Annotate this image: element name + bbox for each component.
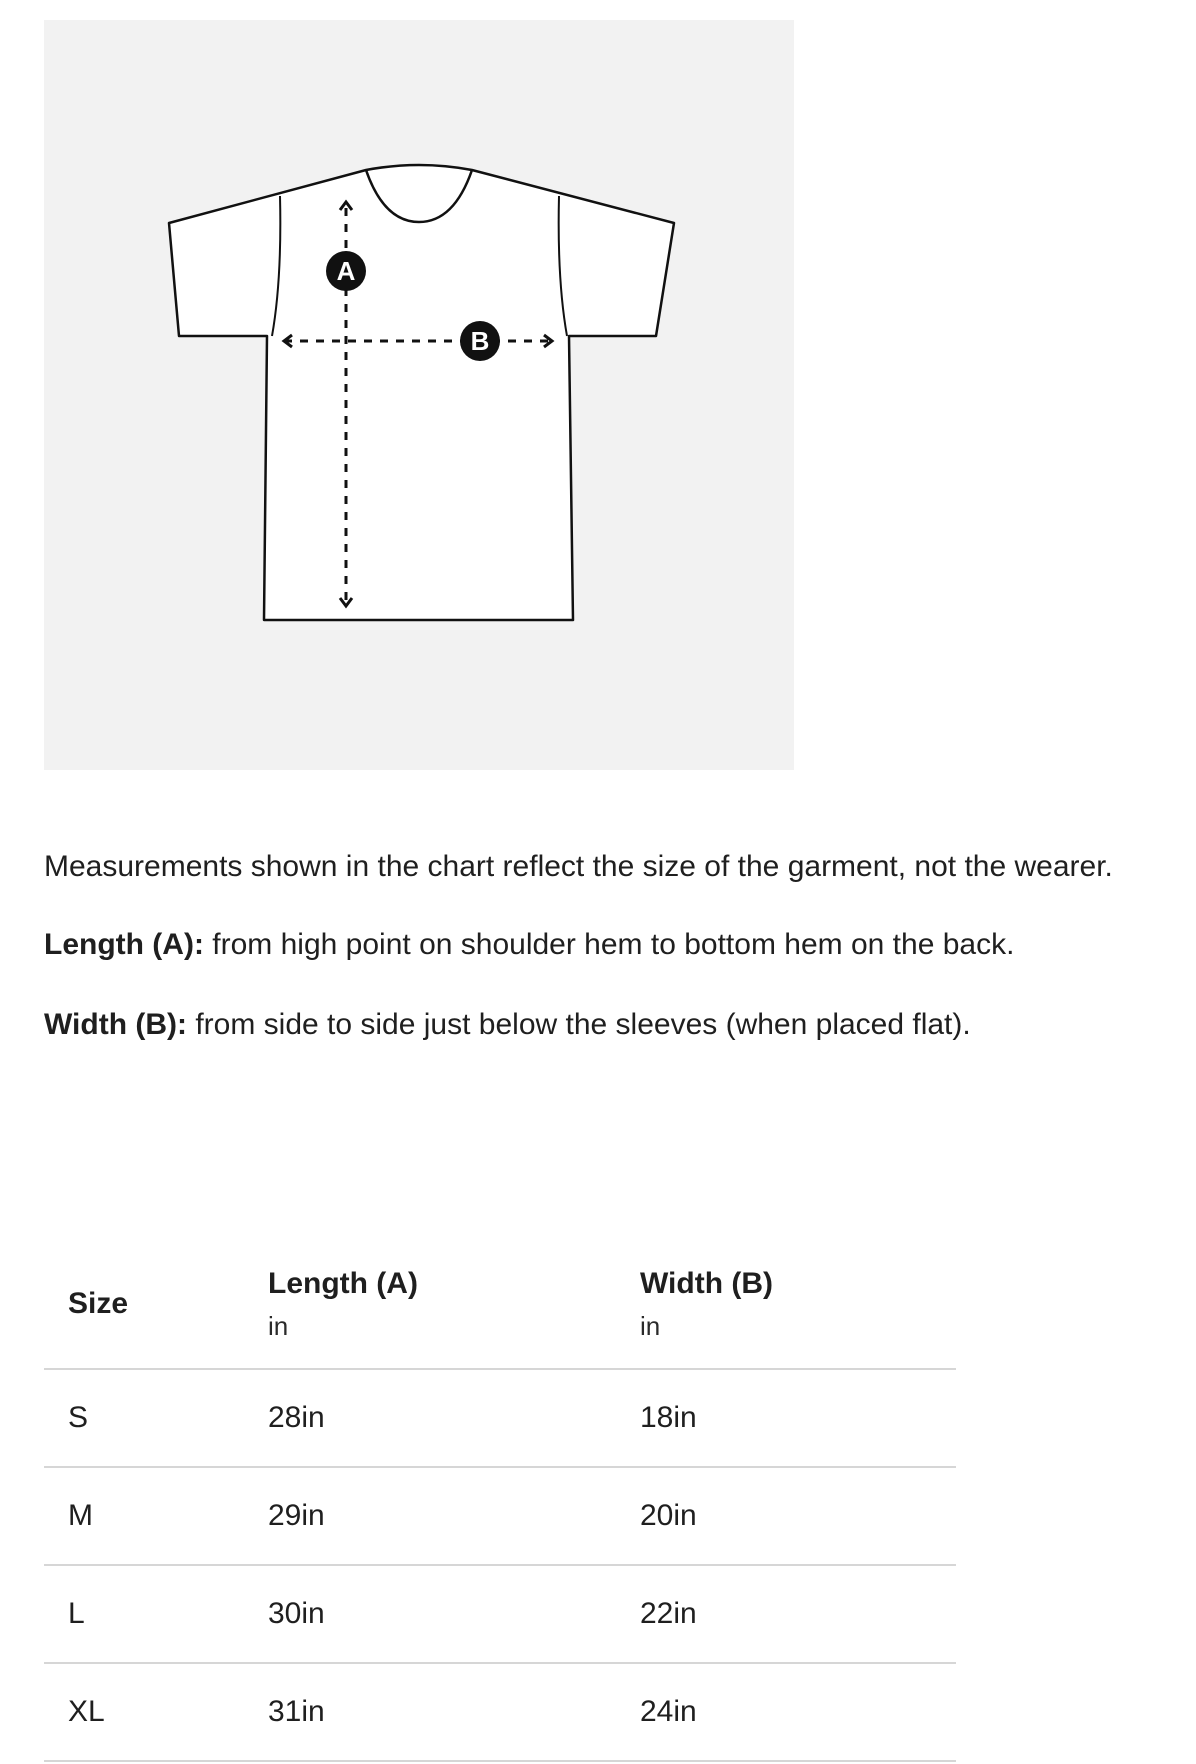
marker-a-label: A	[336, 256, 356, 286]
width-definition-label: Width (B):	[44, 1008, 187, 1041]
cell-width: 18in	[616, 1369, 956, 1467]
table-row	[44, 1369, 956, 1467]
cell-length: 30in	[244, 1565, 616, 1663]
header-length-label: Length (A)	[268, 1266, 418, 1300]
table-row	[44, 1565, 956, 1663]
header-width-unit: in	[640, 1310, 661, 1341]
cell-length: 28in	[244, 1369, 616, 1467]
measurement-description	[44, 843, 1164, 1081]
header-size	[44, 1240, 244, 1369]
tshirt-measurement-diagram	[44, 20, 794, 770]
size-chart-table	[44, 1240, 956, 1762]
cell-size: S	[44, 1369, 244, 1467]
cell-length: 29in	[244, 1467, 616, 1565]
length-definition	[44, 921, 1164, 969]
cell-width: 20in	[616, 1467, 956, 1565]
cell-size: M	[44, 1467, 244, 1565]
cell-size: L	[44, 1565, 244, 1663]
header-length	[244, 1240, 616, 1369]
cell-width: 22in	[616, 1565, 956, 1663]
measurement-note: Measurements shown in the chart reflect the size of the garment, not the wearer.	[44, 850, 1113, 883]
length-definition-label: Length (A):	[44, 928, 204, 961]
table-header-row	[44, 1240, 956, 1369]
header-length-unit: in	[268, 1310, 289, 1341]
length-definition-text: from high point on shoulder hem to bottom hem on the back.	[203, 928, 1015, 961]
marker-b-label: B	[470, 326, 490, 356]
table-row	[44, 1663, 956, 1761]
tshirt-outline	[169, 165, 674, 620]
header-width-label: Width (B)	[640, 1266, 774, 1300]
tshirt-illustration	[44, 20, 794, 770]
cell-width: 24in	[616, 1663, 956, 1761]
width-definition	[44, 1001, 1164, 1049]
cell-size: XL	[44, 1663, 244, 1761]
header-width	[616, 1240, 956, 1369]
cell-length: 31in	[244, 1663, 616, 1761]
header-size-label: Size	[68, 1287, 129, 1320]
width-definition-text: from side to side just below the sleeves (when placed flat).	[187, 1008, 971, 1041]
table-row	[44, 1467, 956, 1565]
